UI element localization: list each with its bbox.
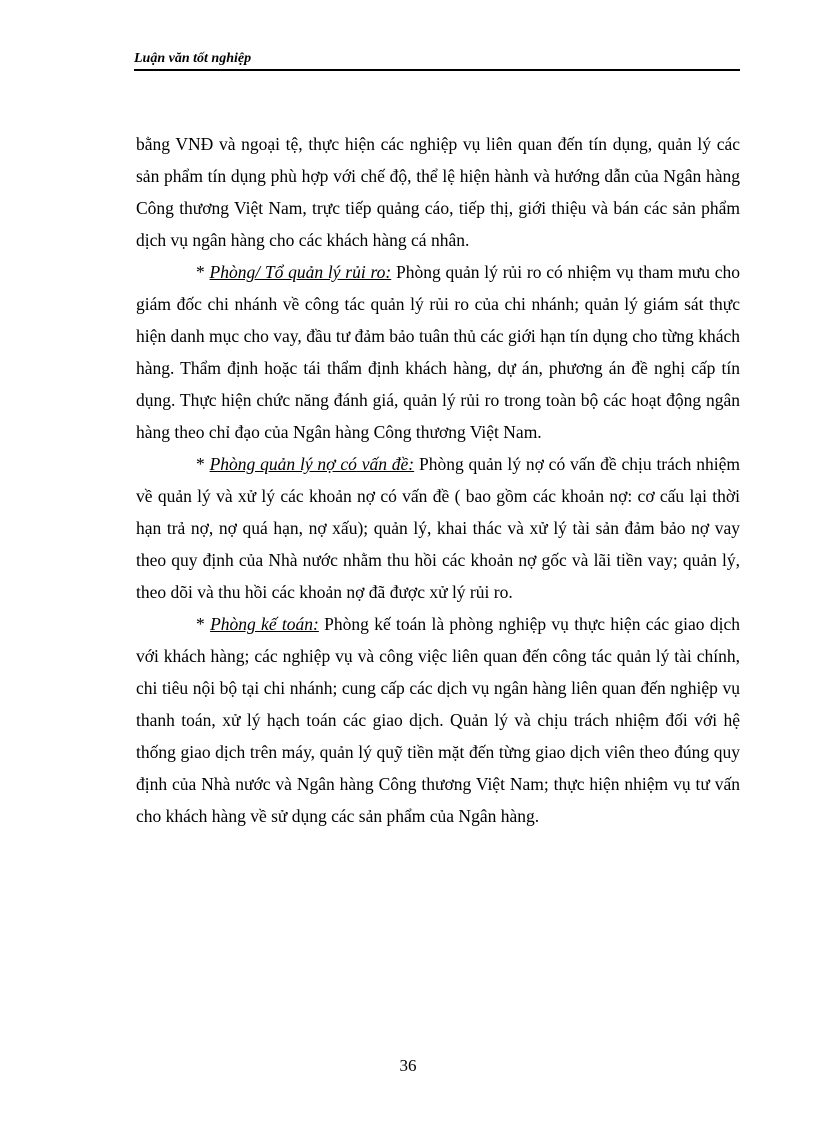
paragraph-text: bằng VNĐ và ngoại tệ, thực hiện các nghiệp vụ liên quan đến tín dụng, quản lý các sản phẩm tín dụng phù hợp với chế độ, thể lệ hiện hành và hướng dẫn của Ngân hàng Công thương Việt Nam, trực tiếp quảng cáo, tiếp thị, giới thiệu và bán các sản phẩm dịch vụ ngân hàng cho các khách hàng cá nhân. (136, 134, 740, 250)
section-lead: Phòng/ Tổ quản lý rủi ro: (209, 262, 392, 282)
section-lead: Phòng kế toán: (210, 614, 319, 634)
bullet-marker: * (196, 454, 210, 474)
section-lead: Phòng quản lý nợ có vấn đề: (209, 454, 415, 474)
paragraph-risk-management (136, 256, 740, 448)
running-header (134, 48, 740, 71)
paragraph-accounting (136, 608, 740, 832)
bullet-marker: * (196, 614, 211, 634)
paragraph-text: Phòng kế toán là phòng nghiệp vụ thực hiện các giao dịch với khách hàng; các nghiệp vụ và công việc liên quan đến công tác quản lý tài chính, chi tiêu nội bộ tại chi nhánh; cung cấp các dịch vụ ngân hàng liên quan đến nghiệp vụ thanh toán, xử lý hạch toán các giao dịch. Quản lý và chịu trách nhiệm đối với hệ thống giao dịch trên máy, quản lý quỹ tiền mặt đến từng giao dịch viên theo đúng quy định của Nhà nước và Ngân hàng Công thương Việt Nam; thực hiện nhiệm vụ tư vấn cho khách hàng về sử dụng các sản phẩm của Ngân hàng. (136, 614, 740, 826)
document-body (136, 128, 740, 832)
paragraph-text: Phòng quản lý nợ có vấn đề chịu trách nhiệm về quản lý và xử lý các khoản nợ có vấn đề ( bao gồm các khoản nợ: cơ cấu lại thời hạn trả nợ, nợ quá hạn, nợ xấu); quản lý, khai thác và xử lý tài sản đảm bảo nợ vay theo quy định của Nhà nước nhằm thu hồi các khoản nợ gốc và lãi tiền vay; quản lý, theo dõi và thu hồi các khoản nợ đã được xử lý rủi ro. (136, 454, 740, 602)
header-title: Luận văn tốt nghiệp (134, 51, 252, 66)
paragraph-problem-debt (136, 448, 740, 608)
bullet-marker: * (196, 262, 210, 282)
page-number: 36 (399, 1056, 417, 1075)
paragraph-continuation (136, 128, 740, 256)
paragraph-text: Phòng quản lý rủi ro có nhiệm vụ tham mưu cho giám đốc chi nhánh về công tác quản lý rủi ro của chi nhánh; quản lý giám sát thực hiện danh mục cho vay, đầu tư đảm bảo tuân thủ các giới hạn tín dụng cho từng khách hàng. Thẩm định hoặc tái thẩm định khách hàng, dự án, phương án đề nghị cấp tín dụng. Thực hiện chức năng đánh giá, quản lý rủi ro trong toàn bộ các hoạt động ngân hàng theo chỉ đạo của Ngân hàng Công thương Việt Nam. (136, 262, 741, 442)
